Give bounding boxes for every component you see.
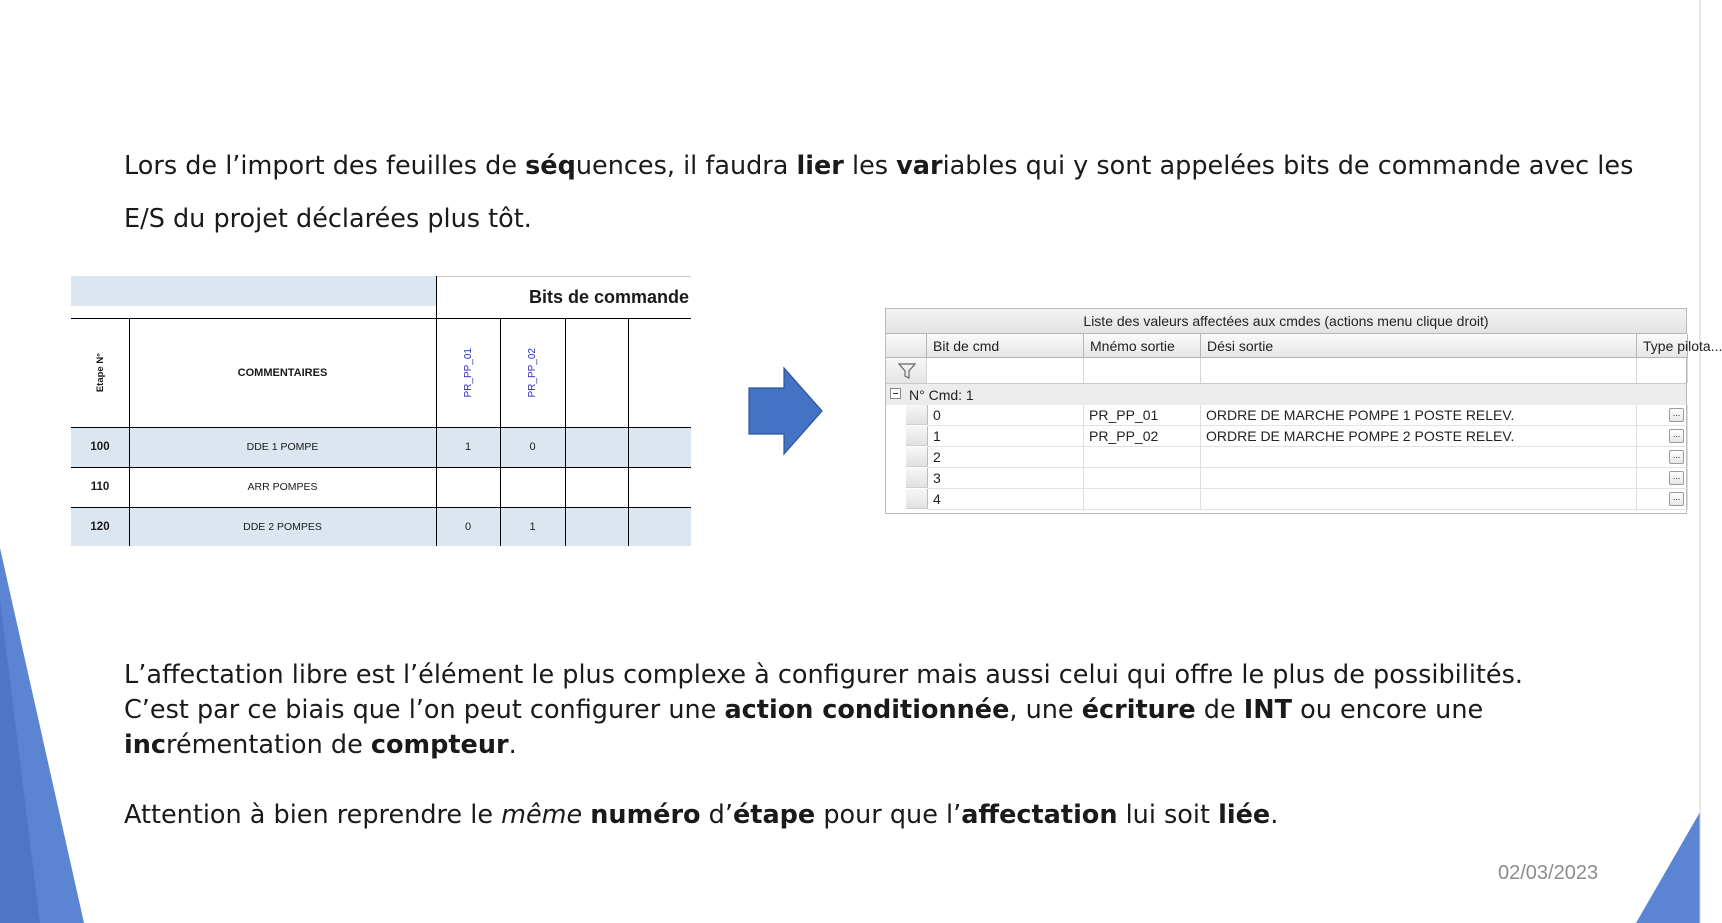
text-span: C’est par ce biais que l’on peut configurer une [124, 695, 725, 725]
mnemo-cell[interactable] [1084, 489, 1201, 510]
text-span: . [1270, 800, 1279, 830]
bit-column-header [500, 319, 565, 427]
step-column-label: Etape N° [94, 353, 106, 393]
bit-column-label: PR_PP_02 [527, 348, 538, 398]
grid-line [628, 318, 629, 546]
row-selector[interactable] [906, 468, 928, 488]
column-header-bit-de-cmd[interactable]: Bit de cmd [927, 334, 1084, 358]
text-span: pour que l’ [815, 800, 962, 830]
ellipsis-button[interactable]: ... [1669, 471, 1684, 485]
type-cell[interactable] [1637, 426, 1688, 447]
row-selector[interactable] [906, 447, 928, 467]
bit-value-cell: 0 [464, 520, 472, 533]
bit-cell[interactable]: 3 [928, 468, 1084, 489]
bold-text: action conditionnée [724, 695, 1010, 725]
text-span: Lors de l’import des feuilles de [124, 151, 526, 181]
text-span: d’ [700, 800, 733, 830]
bit-column-label: PR_PP_01 [462, 348, 474, 398]
row-header-corner [886, 334, 927, 358]
filter-row[interactable] [886, 358, 1686, 384]
bold-text: séq [525, 151, 576, 181]
bold-text: lier [796, 151, 844, 181]
bold-text: affectation [961, 800, 1118, 830]
text-span: , une [1009, 695, 1082, 725]
table-row[interactable] [886, 468, 1686, 489]
bit-value-cell [436, 467, 500, 507]
mnemo-cell[interactable]: PR_PP_02 [1084, 426, 1201, 447]
bit-cell[interactable]: 0 [928, 405, 1084, 426]
ellipsis-button[interactable]: ... [1669, 450, 1684, 464]
bit-cell[interactable]: 1 [928, 426, 1084, 447]
text-span: L’affectation libre est l’élément le plus complexe à configurer mais aussi celui qui offre le plus de possibilités. [124, 660, 1524, 690]
bit-value-cell: 1 [464, 441, 472, 453]
type-cell[interactable] [1637, 447, 1688, 468]
bit-value-cell: 0 [529, 441, 536, 453]
ellipsis-button[interactable]: ... [1669, 429, 1684, 443]
filter-cell[interactable] [1637, 358, 1688, 383]
type-cell[interactable] [1637, 468, 1688, 489]
group-row[interactable] [886, 384, 1686, 405]
filter-button[interactable] [886, 358, 927, 383]
step-cell: 120 [90, 520, 110, 533]
table-row[interactable] [886, 447, 1686, 468]
text-span: uences, il faudra [575, 151, 797, 181]
bit-column-header [436, 319, 500, 427]
bit-value-cell [500, 467, 565, 507]
filter-cell[interactable] [927, 358, 1084, 383]
bold-text: étape [732, 800, 816, 830]
bold-text: inc [124, 730, 167, 760]
step-cell: 100 [90, 441, 110, 453]
ellipsis-button[interactable]: ... [1669, 408, 1684, 422]
type-cell[interactable] [1637, 489, 1688, 510]
filter-cell[interactable] [1201, 358, 1637, 383]
filter-icon [898, 363, 916, 379]
mnemo-cell[interactable] [1084, 447, 1201, 468]
text-span: de [1195, 695, 1244, 725]
text-span: rémentation de [166, 730, 371, 760]
bit-cell[interactable]: 2 [928, 447, 1084, 468]
intro-paragraph [124, 140, 1644, 246]
filter-cell[interactable] [1084, 358, 1201, 383]
grid-line [129, 318, 130, 546]
row-selector[interactable] [906, 489, 928, 509]
grid-caption: Liste des valeurs affectées aux cmdes (actions menu clique droit) [886, 309, 1686, 334]
bit-value-cell: 1 [529, 520, 536, 533]
mnemo-cell[interactable]: PR_PP_01 [1084, 405, 1201, 426]
affectation-paragraph [124, 658, 1644, 763]
bits-de-commande-header: Bits de commande [528, 286, 689, 307]
desi-cell[interactable]: ORDRE DE MARCHE POMPE 1 POSTE RELEV. [1201, 405, 1637, 426]
desi-cell[interactable]: ORDRE DE MARCHE POMPE 2 POSTE RELEV. [1201, 426, 1637, 447]
bold-text: numéro [590, 800, 701, 830]
column-header-mnemo-sortie[interactable]: Mnémo sortie [1084, 334, 1201, 358]
comment-cell: DDE 1 POMPE [246, 441, 319, 453]
grid-line [71, 427, 691, 428]
type-cell[interactable] [1637, 405, 1688, 426]
attention-paragraph [124, 798, 1644, 833]
column-header-desi-sortie[interactable]: Dési sortie [1201, 334, 1637, 358]
command-values-grid[interactable] [885, 308, 1722, 514]
row-selector[interactable] [906, 426, 928, 446]
collapse-icon[interactable] [890, 388, 901, 399]
step-column-header [71, 319, 129, 427]
comment-cell: ARR POMPES [247, 481, 318, 493]
table-row[interactable] [886, 405, 1686, 426]
desi-cell[interactable] [1201, 489, 1637, 510]
grid-line [436, 276, 691, 277]
desi-cell[interactable] [1201, 447, 1637, 468]
header-fill [71, 276, 436, 306]
bold-text: var [896, 151, 943, 181]
grid-line [436, 276, 437, 546]
text-span: les [843, 151, 897, 181]
sequence-sheet-table [71, 276, 691, 546]
bold-text: INT [1243, 695, 1292, 725]
text-span: Attention à bien reprendre le [124, 800, 502, 830]
grid-line [71, 467, 691, 468]
bold-text: liée [1218, 800, 1271, 830]
comment-cell: DDE 2 POMPES [243, 520, 322, 533]
step-cell: 110 [90, 481, 110, 493]
text-span: . [508, 730, 517, 760]
slide-date: 02/03/2023 [1498, 862, 1599, 884]
table-row[interactable] [886, 426, 1686, 447]
bold-text: écriture [1081, 695, 1196, 725]
text-span: lui soit [1117, 800, 1219, 830]
text-span: iables qui y sont appelées bits de commande avec les E/S du projet déclarées plus tôt. [124, 151, 1634, 234]
bit-cell[interactable]: 4 [928, 489, 1084, 510]
mnemo-cell[interactable] [1084, 468, 1201, 489]
desi-cell[interactable] [1201, 468, 1637, 489]
text-span: ou encore une [1292, 695, 1484, 725]
table-row[interactable] [886, 489, 1686, 510]
grid-line [71, 507, 691, 508]
row-selector[interactable] [906, 405, 928, 425]
grid-line [71, 318, 691, 319]
right-arrow-icon [748, 367, 824, 455]
group-label: N° Cmd: 1 [909, 386, 974, 403]
ellipsis-button[interactable]: ... [1669, 492, 1684, 506]
italic-text: même [501, 800, 583, 830]
column-header-type-pilotage[interactable]: Type pilota... [1637, 334, 1688, 358]
grid-line [500, 318, 501, 546]
grid-line [565, 318, 566, 546]
comments-column-header: COMMENTAIRES [237, 367, 328, 379]
bold-text: compteur [370, 730, 509, 760]
